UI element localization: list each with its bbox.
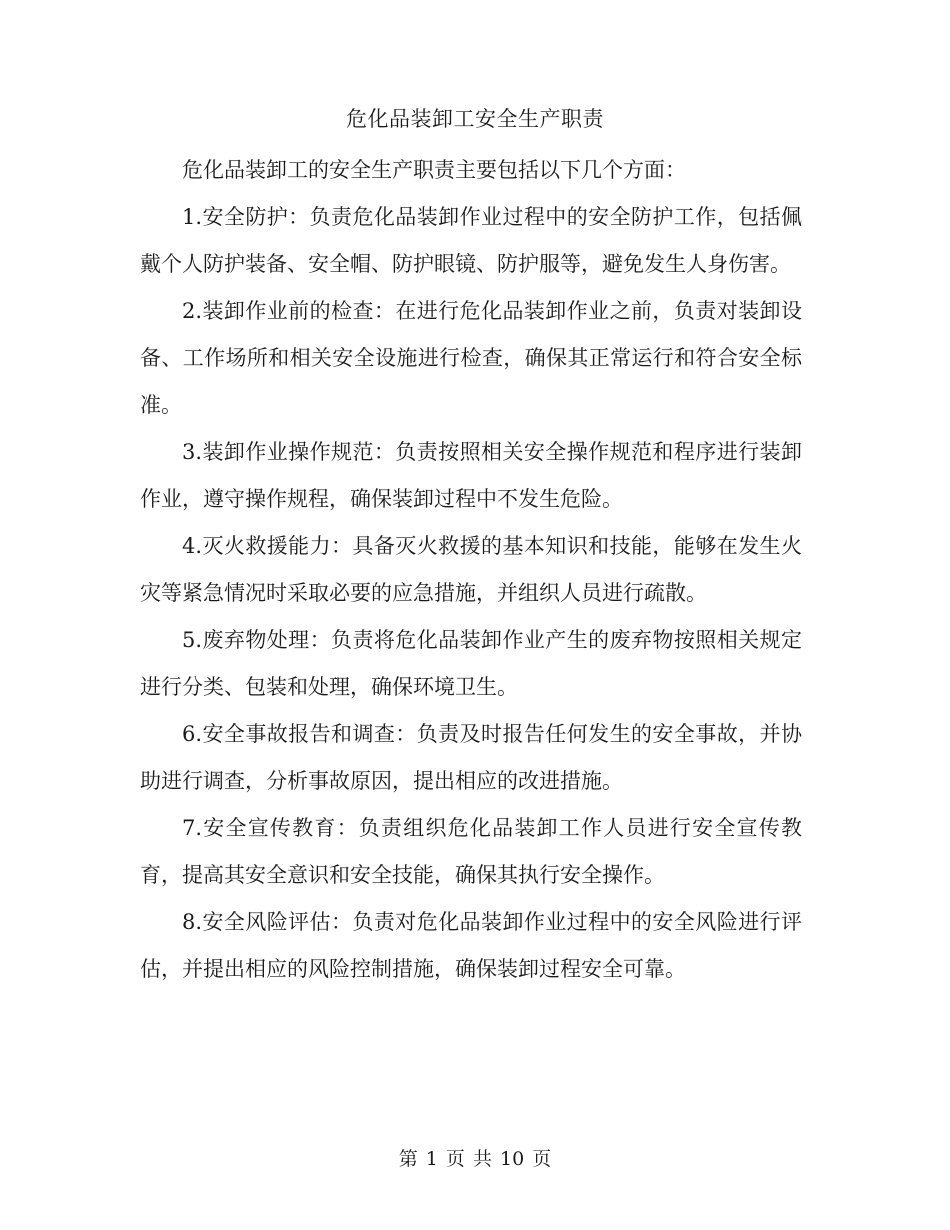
- document-body: [140, 147, 802, 993]
- list-item: 2.装卸作业前的检查：在进行危化品装卸作业之前，负责对装卸设备、工作场所和相关安全设施进行检查，确保其正常运行和符合安全标准。: [140, 299, 802, 417]
- list-item: 3.装卸作业操作规范：负责按照相关安全操作规范和程序进行装卸作业，遵守操作规程，确保装卸过程中不发生危险。: [140, 440, 802, 511]
- page-title: 危化品装卸工安全生产职责: [346, 107, 604, 131]
- list-item: 4.灭火救援能力：具备灭火救援的基本知识和技能，能够在发生火灾等紧急情况时采取必要的应急措施，并组织人员进行疏散。: [140, 534, 802, 605]
- intro-paragraph: 危化品装卸工的安全生产职责主要包括以下几个方面：: [182, 158, 686, 182]
- list-item: 7.安全宣传教育：负责组织危化品装卸工作人员进行安全宣传教育，提高其安全意识和安全技能，确保其执行安全操作。: [140, 816, 802, 887]
- list-item: 8.安全风险评估：负责对危化品装卸作业过程中的安全风险进行评估，并提出相应的风险控制措施，确保装卸过程安全可靠。: [140, 910, 802, 981]
- list-item: 5.废弃物处理：负责将危化品装卸作业产生的废弃物按照相关规定进行分类、包装和处理，确保环境卫生。: [140, 628, 802, 699]
- list-item: 6.安全事故报告和调查：负责及时报告任何发生的安全事故，并协助进行调查，分析事故原因，提出相应的改进措施。: [140, 722, 802, 793]
- page-number-footer: 第 1 页 共 10 页: [398, 1148, 552, 1170]
- list-item: 1.安全防护：负责危化品装卸作业过程中的安全防护工作，包括佩戴个人防护装备、安全帽、防护眼镜、防护服等，避免发生人身伤害。: [140, 205, 802, 276]
